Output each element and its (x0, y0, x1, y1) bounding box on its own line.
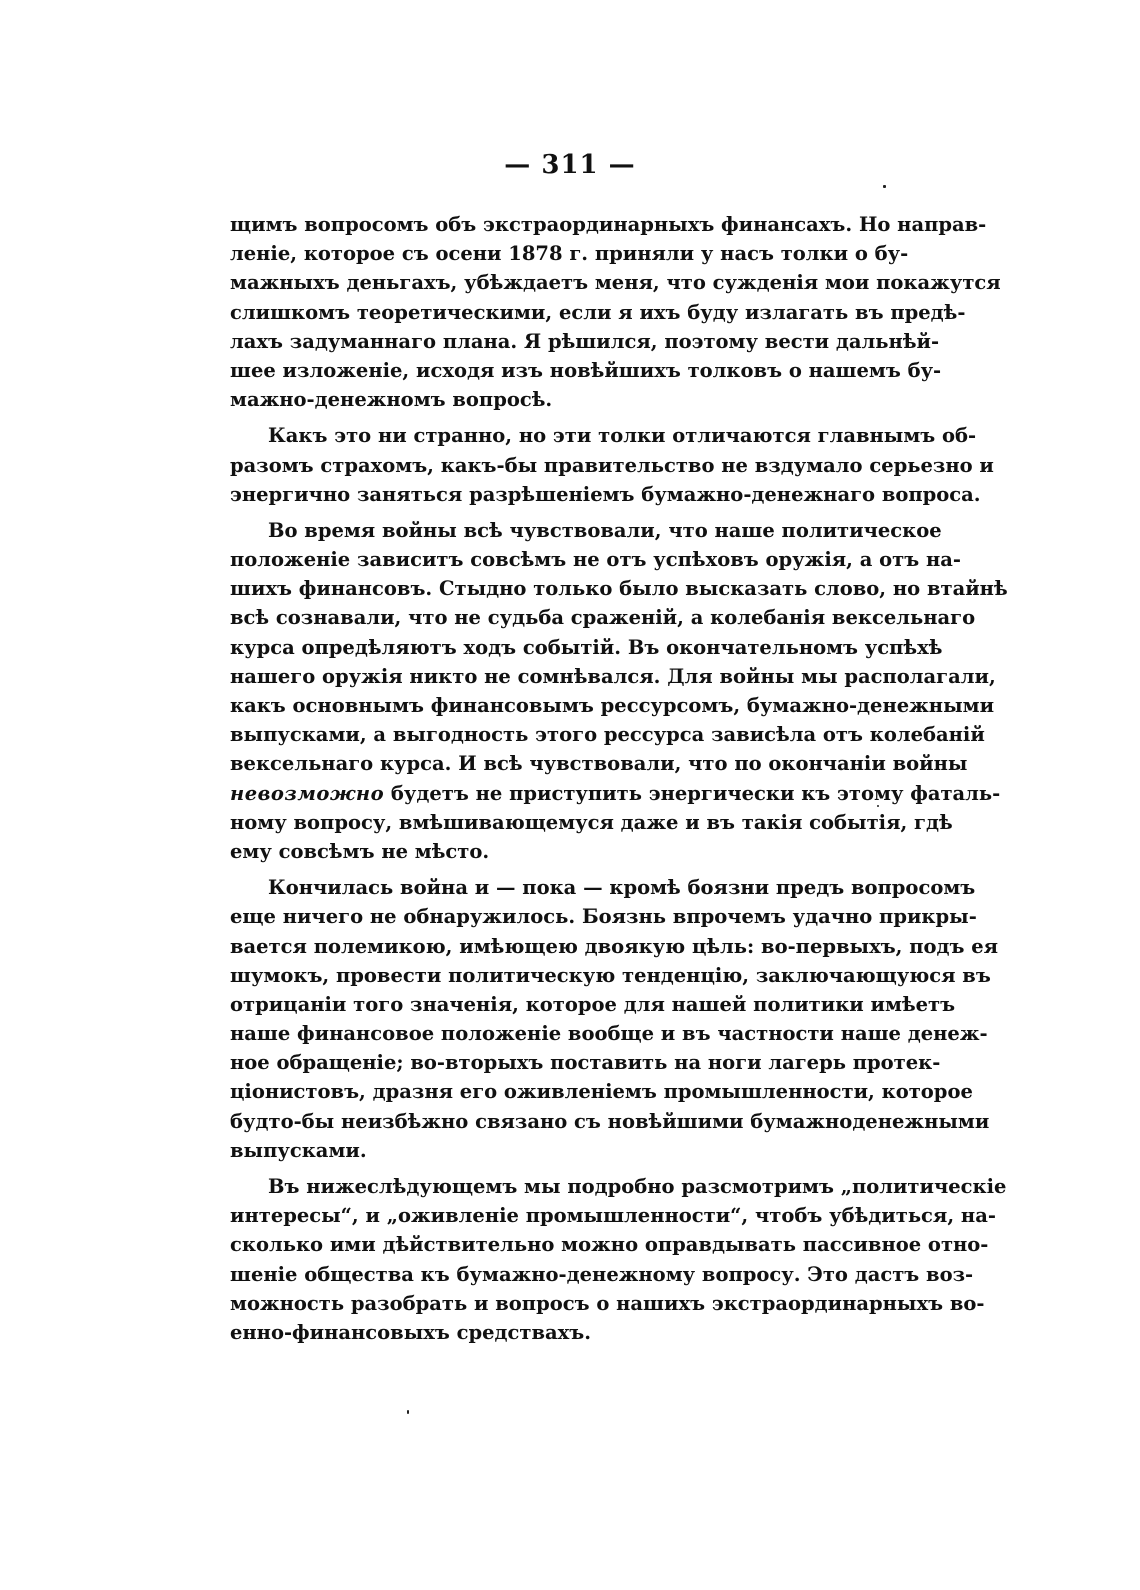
text-line: лахъ задуманнаго плана. Я рѣшился, поэтому вести дальнѣй- (230, 329, 940, 353)
paragraph (230, 1172, 1007, 1347)
paragraph (230, 421, 994, 509)
text-line: Какъ это ни странно, но эти толки отличаются главнымъ об- (268, 424, 977, 448)
text-line: курса опредѣляютъ ходъ событій. Въ окончательномъ успѣхѣ (230, 635, 943, 659)
text-line: Во время войны всѣ чувствовали, что наше политическое (268, 518, 942, 542)
text-line: вается полемикою, имѣющею двоякую цѣль: во-первыхъ, подъ ея (230, 934, 999, 958)
text-line: какъ основнымъ финансовымъ рессурсомъ, бумажно-денежными (230, 694, 995, 717)
paragraph (230, 210, 1001, 414)
text-line: можность разобрать и вопросъ о нашихъ экстраординарныхъ во- (230, 1291, 985, 1315)
text-line: разомъ страхомъ, какъ-бы правительство не вздумало серьезно и (230, 453, 994, 477)
text-line: слишкомъ теоретическими, если я ихъ буду излагать въ предѣ- (230, 300, 966, 324)
text-line: положеніе зависитъ совсѣмъ не отъ успѣховъ оружія, а отъ на- (230, 548, 962, 572)
text-line: наше финансовое положеніе вообще и въ частности наше денеж- (230, 1022, 988, 1046)
ink-speck (877, 805, 879, 807)
text-line: мажно-денежномъ вопросѣ. (230, 388, 553, 412)
text-line: шумокъ, провести политическую тенденцію, заключающуюся въ (230, 963, 991, 987)
paragraph (230, 516, 1008, 866)
ink-speck (407, 1410, 409, 1414)
text-line: ему совсѣмъ не мѣсто. (230, 839, 490, 863)
text-line: шеніе общества къ бумажно-денежному вопросу. Это дастъ воз- (230, 1262, 974, 1286)
page-number: — 311 — (504, 150, 636, 180)
paragraph (230, 873, 999, 1165)
text-line: Въ нижеслѣдующемъ мы подробно разсмотримъ „политическіе (268, 1175, 1007, 1198)
text-line: выпусками, а выгодность этого рессурса зависѣла отъ колебаній (230, 723, 985, 747)
text-line: всѣ сознавали, что не судьба сраженій, а колебанія вексельнаго (230, 606, 976, 630)
text-line: выпусками. (230, 1138, 367, 1162)
text-line: сколько ими дѣйствительно можно оправдывать пассивное отно- (230, 1233, 989, 1257)
text-line: невозможно будетъ не приступить энергически къ этому фаталь- (230, 781, 1001, 805)
text-line: леніе, которое съ осени 1878 г. приняли у насъ толки о бу- (230, 242, 909, 266)
text-line: будто-бы неизбѣжно связано съ новѣйшими бумажноденежными (230, 1109, 990, 1133)
text-line: еще ничего не обнаружилось. Боязнь впрочемъ удачно прикры- (230, 905, 977, 929)
text-line: енно-финансовыхъ средствахъ. (230, 1320, 592, 1344)
text-line: шихъ финансовъ. Стыдно только было высказать слово, но втайнѣ (230, 577, 1008, 601)
text-line: ное обращеніе; во-вторыхъ поставить на ноги лагерь протек- (230, 1051, 941, 1075)
body-text (230, 210, 1008, 1354)
text-line: мажныхъ деньгахъ, убѣждаетъ меня, что сужденія мои покажутся (230, 271, 1001, 295)
text-line: интересы“, и „оживленіе промышленности“, чтобъ убѣдиться, на- (230, 1204, 996, 1228)
text-line: шее изложеніе, исходя изъ новѣйшихъ толковъ о нашемъ бу- (230, 358, 942, 382)
ink-speck (883, 185, 886, 188)
text-line: нашего оружія никто не сомнѣвался. Для войны мы располагали, (230, 664, 996, 688)
text-line: Кончилась война и — пока — кромѣ боязни предъ вопросомъ (268, 876, 976, 900)
text-line: вексельнаго курса. И всѣ чувствовали, что по окончаніи войны (230, 752, 968, 776)
italic-emphasis: невозможно (230, 781, 385, 805)
text-line: ному вопросу, вмѣшивающемуся даже и въ такія событія, гдѣ (230, 810, 953, 834)
text-line: ціонистовъ, дразня его оживленіемъ промышленности, которое (230, 1080, 973, 1104)
text-line: щимъ вопросомъ объ экстраординарныхъ финансахъ. Но направ- (230, 213, 987, 236)
text-line: энергично заняться разрѣшеніемъ бумажно-денежнаго вопроса. (230, 482, 981, 506)
text-line: отрицаніи того значенія, которое для нашей политики имѣетъ (230, 992, 956, 1016)
